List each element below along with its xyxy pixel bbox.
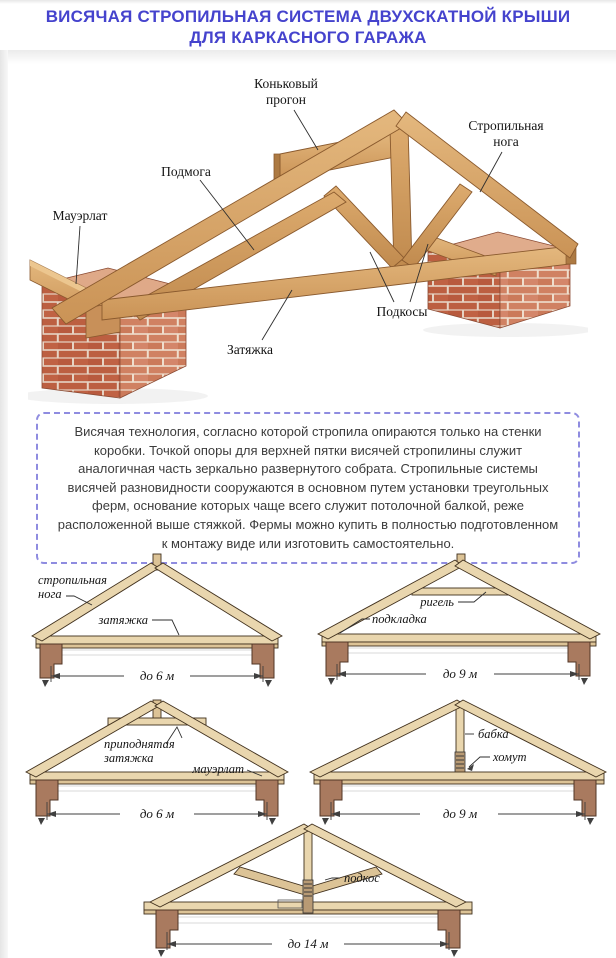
label-rigel: ригель: [420, 595, 454, 609]
label-podkos: подкос: [344, 871, 380, 885]
hero-label-ridge-line1: Коньковый: [254, 76, 318, 91]
wall-plate: [322, 642, 596, 646]
label-raised-tie-line1: приподнятая: [104, 737, 175, 751]
label-homut: хомут: [493, 750, 527, 764]
span-label: до 9 м: [442, 806, 478, 821]
hero-label-rafter-line2: нога: [493, 134, 519, 149]
wall-plate: [314, 780, 604, 784]
label-babka: бабка: [478, 727, 509, 741]
diagram-collar-truss: [308, 548, 608, 688]
span-label: до 6 м: [139, 806, 175, 821]
span-label: до 9 м: [442, 666, 478, 681]
label-tie: затяжка: [98, 613, 148, 627]
rafter-right: [304, 824, 466, 907]
hero-label-podkosy: Подкосы: [376, 304, 428, 319]
hero-label-podmoga: Подмога: [161, 164, 211, 179]
diagram-raised-tie-truss: [16, 690, 298, 830]
hero-label-mauerlat: Мауэрлат: [52, 208, 108, 223]
span-label: до 14 м: [287, 936, 329, 951]
main-illustration-svg: [28, 62, 588, 404]
page-title: [0, 6, 616, 48]
diagram-simple-truss: [16, 548, 298, 688]
label-rafter-line2: нога: [38, 587, 62, 601]
rafter-right: [155, 563, 282, 641]
page-title-line2: ДЛЯ КАРКАСНОГО ГАРАЖА: [189, 28, 427, 47]
info-box: [36, 412, 580, 564]
diagram-king-post-truss: [308, 690, 608, 830]
strut-left: [234, 867, 310, 895]
hero-label-zatyazhka: Затяжка: [226, 342, 274, 357]
label-mauerlat: мауэрлат: [192, 762, 244, 776]
page-title-line1: ВИСЯЧАЯ СТРОПИЛЬНАЯ СИСТЕМА ДВУХСКАТНОЙ КРЫШИ: [45, 7, 571, 26]
label-raised-tie-line2: затяжка: [104, 751, 154, 765]
rafter-left: [150, 824, 312, 907]
wall-plate: [36, 644, 278, 648]
rafter-left: [310, 700, 465, 777]
hero-label-rafter-line1: Стропильная: [468, 118, 544, 133]
wall-plate: [30, 780, 284, 784]
top-edge-shade: [0, 0, 616, 4]
info-box-text: Висячая технология, согласно которой стропила опираются только на стенки коробки. Точкой опоры для верхней пятки висячей стропилины служит аналогичная часть зеркально развернутого собрата. Стропильные системы висячей разновидности сооружаются в основном путем установки треугольных ферм, основание которых чаще всего служит потолочной балкой, реже расположенной выше стяжкой. Фермы можно купить в полностью подготовленном к монтажу виде или изготовить самостоятельно.: [57, 424, 559, 551]
tie-beam: [36, 636, 278, 644]
hero-label-ridge-line2: прогон: [266, 92, 306, 107]
tie-beam: [322, 634, 596, 642]
diagram-strut-truss: [96, 816, 520, 958]
main-illustration: [28, 62, 588, 404]
label-podkladka: подкладка: [372, 612, 427, 626]
span-label: до 6 м: [139, 668, 175, 683]
left-edge-shade: [0, 50, 8, 958]
label-rafter-line1: стропильная: [38, 573, 107, 587]
tie-beam: [314, 772, 604, 780]
tie-beam: [30, 772, 284, 780]
